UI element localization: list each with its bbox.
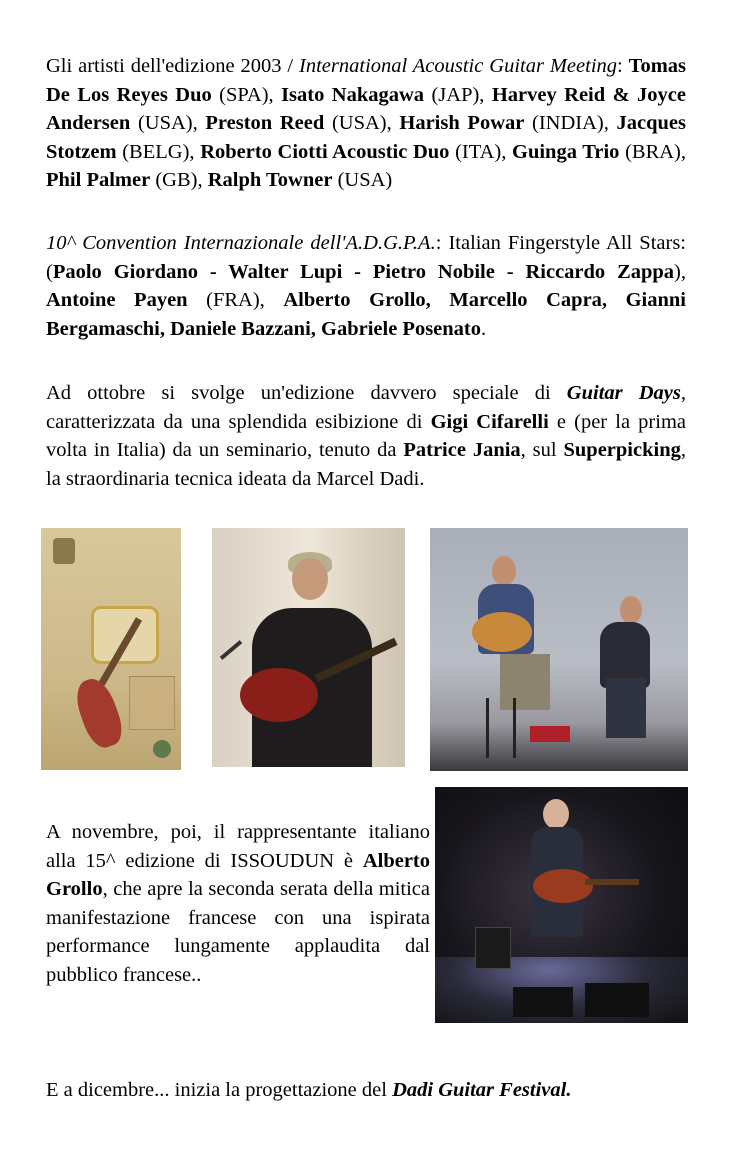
artist-country: (USA) [332, 169, 393, 191]
artist-name: Harvey Reid & Joyce Andersen [46, 83, 687, 134]
artist-country: (USA), [130, 112, 206, 134]
teacher-name: Patrice Jania [403, 439, 521, 461]
event-name: International Acoustic Guitar Meeting [299, 55, 618, 77]
artist-country: (JAP), [424, 83, 492, 106]
text: , che apre la seconda serata della mitica manifestazione francese con una ispirata performance lungamente applaudita dal pubblico francese.. [46, 878, 430, 986]
artist-name: Preston Reed [205, 112, 325, 134]
guitar-neck-shape [585, 879, 639, 885]
colon: : [617, 55, 629, 77]
artist-country: (BELG), [116, 140, 201, 163]
artist-country: (SPA), [211, 83, 282, 106]
artist-name: Roberto Ciotti Acoustic Duo [200, 140, 450, 163]
paragraph-guitar-days [46, 379, 686, 493]
head-shape [543, 799, 569, 829]
text: : Italian Fingerstyle All Stars: ( [46, 232, 687, 283]
artist-name: Phil Palmer [46, 169, 151, 191]
paragraph-december [46, 1076, 686, 1105]
artist-name: Guinga Trio [512, 140, 620, 163]
text: , sul [520, 439, 564, 461]
monitor-shape [513, 987, 573, 1017]
artist-names: Alberto Grollo, Marcello Capra, Gianni Bergamaschi, Daniele Bazzani, Gabriele Posenato [46, 289, 686, 340]
microphone-shape [220, 640, 242, 660]
allstars-names: Paolo Giordano - Walter Lupi - Pietro Nobile - Riccardo Zappa [52, 260, 675, 283]
guitar-body-shape [533, 869, 593, 903]
artist-name: Isato Nakagawa [281, 83, 425, 106]
paragraph-2003-artists [46, 52, 686, 195]
artist-country: (GB), [150, 169, 208, 191]
technique-name: Superpicking [563, 439, 681, 461]
monitor-shape [585, 983, 649, 1017]
text: (FRA), [187, 289, 284, 311]
artist-name: Gigi Cifarelli [430, 410, 549, 433]
text: ), [674, 260, 686, 283]
guitar-body-shape [240, 668, 318, 722]
intro-text: Gli artisti dell'edizione 2003 / [46, 55, 300, 77]
artist-country: (USA), [324, 112, 400, 134]
guitarist-photo [212, 528, 405, 767]
paragraph-convention [46, 229, 686, 343]
artist-name: Jacques Stotzem [46, 112, 686, 163]
artist-name: Ralph Towner [207, 169, 333, 191]
artist-name: Alberto Grollo [46, 849, 430, 900]
artist-name: Tomas De Los Reyes Duo [46, 55, 687, 106]
poster-info-box [129, 676, 175, 730]
event-name: Guitar Days [566, 382, 681, 404]
guitar-body-shape [472, 612, 532, 652]
head-shape [292, 558, 328, 600]
crest-icon [53, 538, 75, 564]
head-shape [492, 556, 516, 586]
text: E a dicembre... inizia la progettazione del [46, 1079, 393, 1101]
text: , caratterizzata da una splendida esibizione di [46, 382, 686, 433]
head-shape [620, 596, 642, 624]
festival-name: Dadi Guitar Festival. [392, 1079, 572, 1101]
artist-name: Harish Powar [399, 112, 525, 134]
artist-name: Antoine Payen [46, 289, 188, 311]
amplifier-shape [475, 927, 511, 969]
legs-shape [606, 678, 646, 738]
artist-country: (ITA), [449, 140, 512, 163]
artist-country: (BRA), [619, 140, 686, 163]
text: . [481, 317, 487, 340]
seminar-photo [430, 528, 688, 771]
text: A novembre, poi, il rappresentante italiano alla 15^ edizione di ISSOUDUN è [46, 821, 430, 872]
convention-name: 10^ Convention Internazionale dell'A.D.G.P.A. [46, 232, 436, 254]
guitar-days-poster-image [41, 528, 181, 770]
stool-shape [486, 698, 516, 758]
guitar-body-shape [70, 674, 128, 752]
guitar-case-shape [530, 726, 570, 742]
paragraph-issoudun [46, 818, 430, 989]
text: Ad ottobre si svolge un'edizione davvero speciale di [46, 382, 567, 404]
artist-country: (INDIA), [524, 112, 617, 134]
text: , la straordinaria tecnica ideata da Marcel Dadi. [46, 439, 686, 490]
text: e (per la prima volta in Italia) da un seminario, tenuto da [46, 410, 686, 461]
issoudun-concert-photo [435, 787, 688, 1023]
seal-icon [153, 740, 171, 758]
